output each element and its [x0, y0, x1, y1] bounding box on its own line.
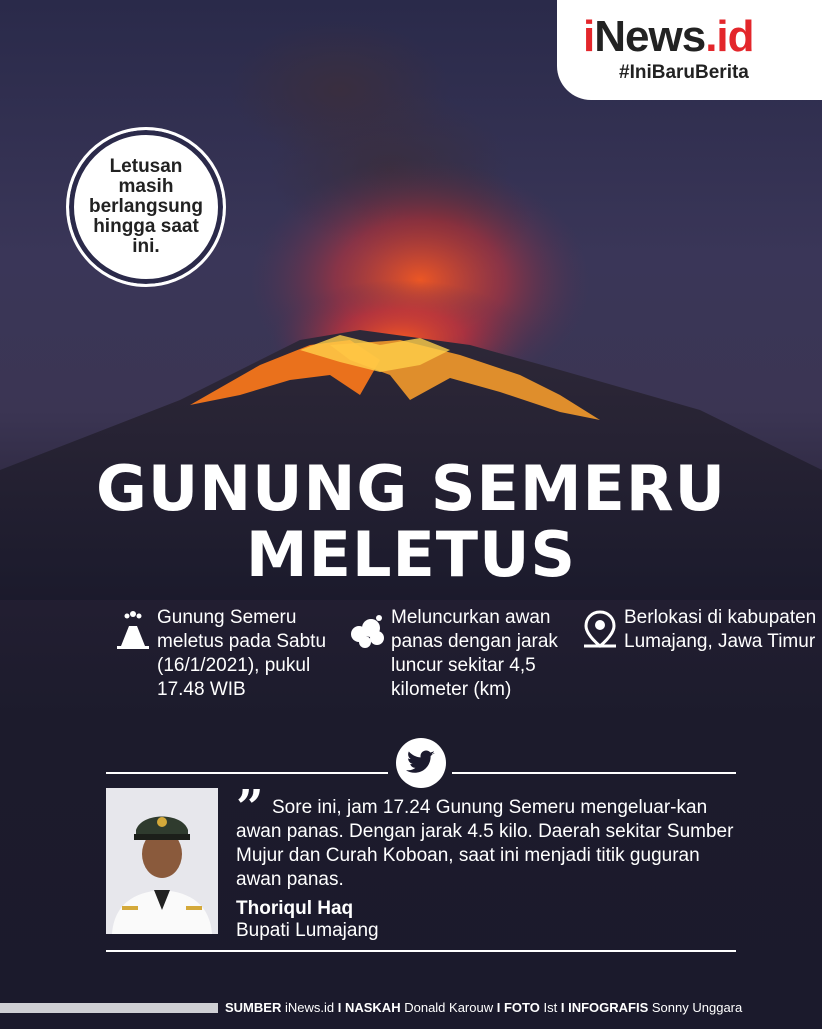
footer-bar	[0, 1003, 218, 1013]
fact-cloud-text: Meluncurkan awan panas dengan jarak luncur sekitar 4,5 kilometer (km)	[391, 607, 558, 700]
brand-logo-box	[557, 0, 822, 100]
footer-credits: SUMBER iNews.id I NASKAH Donald Karouw I FOTO Ist I INFOGRAFIS Sonny Unggara	[225, 1000, 743, 1015]
status-badge	[66, 127, 226, 287]
speaker-name: Thoriqul Haq	[236, 898, 354, 919]
speaker-role: Bupati Lumajang	[236, 920, 379, 941]
fact-date-text: Gunung Semeru meletus pada Sabtu (16/1/2021), pukul 17.48 WIB	[157, 607, 327, 700]
twitter-icon	[396, 738, 446, 788]
divider-left	[106, 772, 388, 774]
page-title-line2: MELETUS	[245, 518, 577, 591]
divider-bottom	[106, 950, 736, 952]
smoke-cloud-icon	[347, 608, 387, 652]
brand-logo: iNews.id	[583, 12, 754, 61]
fact-location-text: Berlokasi di kabupaten Lumajang, Jawa Timur	[624, 607, 817, 652]
location-pin-icon	[580, 608, 620, 652]
quote-text: Sore ini, jam 17.24 Gunung Semeru mengeluar-kan awan panas. Dengan jarak 4.5 kilo. Daerah sekitar Sumber Mujur dan Curah Koboan, saat ini menjadi titik guguran awan panas.	[236, 797, 734, 890]
status-badge-text: Letusan masih berlangsung hingga saat ini.	[88, 156, 203, 257]
divider-right	[452, 772, 736, 774]
volcano-icon	[113, 608, 153, 652]
speaker-portrait	[106, 788, 218, 934]
brand-tagline: #IniBaruBerita	[619, 62, 749, 83]
quote-mark: ”	[236, 780, 264, 836]
page-title-line1: GUNUNG SEMERU	[96, 452, 726, 525]
